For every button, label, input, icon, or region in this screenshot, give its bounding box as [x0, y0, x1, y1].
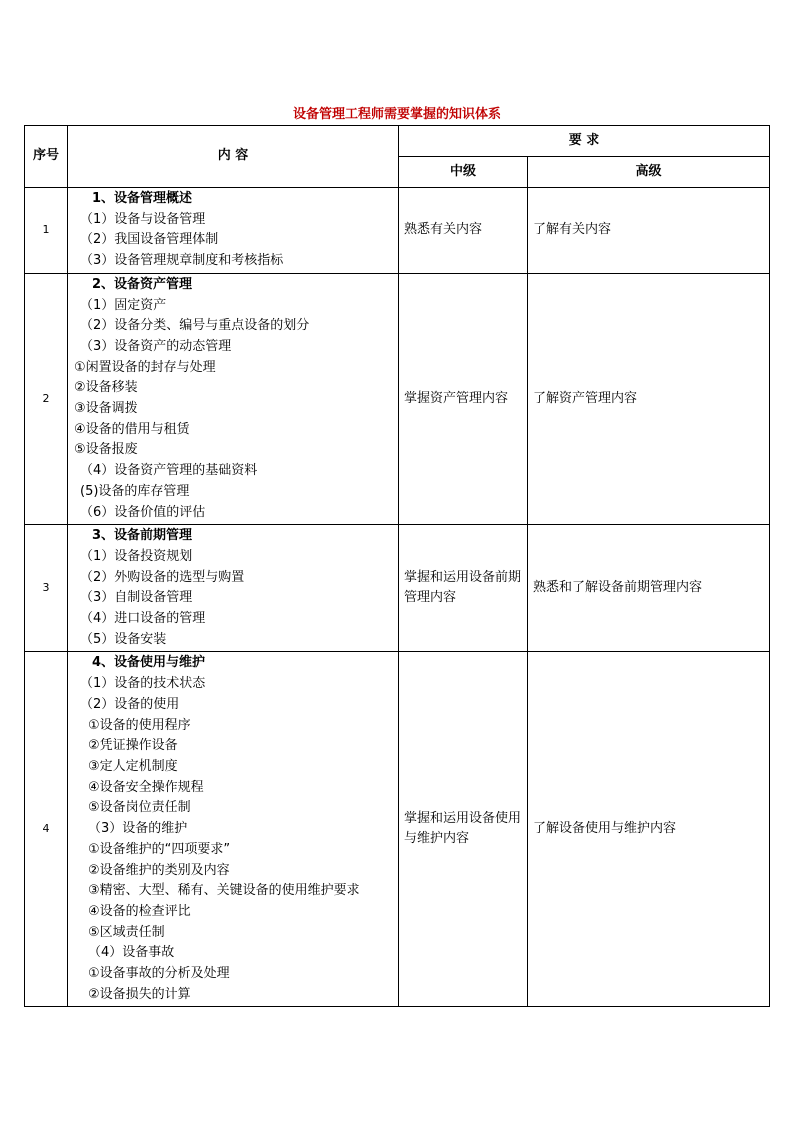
content-item: ③定人定机制度	[88, 758, 178, 774]
row-seq: 4	[25, 652, 68, 1007]
content-item: （1）固定资产	[80, 297, 167, 313]
table-row	[25, 188, 770, 274]
content-item: ④设备安全操作规程	[88, 779, 204, 795]
content-item: ②设备移装	[74, 380, 138, 396]
row-advanced-requirement: 了解设备使用与维护内容	[528, 652, 770, 1007]
row-advanced-requirement: 熟悉和了解设备前期管理内容	[528, 525, 770, 652]
knowledge-table	[24, 125, 770, 1007]
content-item: （1）设备的技术状态	[80, 676, 206, 692]
content-item: ①设备的使用程序	[88, 717, 191, 733]
section-heading: 3、设备前期管理	[92, 528, 193, 544]
content-item: （4）设备事故	[88, 945, 175, 961]
content-item: ②设备维护的类别及内容	[88, 862, 230, 878]
content-item: ①闲置设备的封存与处理	[74, 359, 216, 375]
content-item: ②设备损失的计算	[88, 986, 191, 1002]
content-item: （3）设备管理规章制度和考核指标	[80, 253, 284, 269]
content-item: ⑤区域责任制	[88, 924, 165, 940]
content-item: （2）设备的使用	[80, 696, 180, 712]
document-title: 设备管理工程师需要掌握的知识体系	[292, 107, 501, 122]
content-item: ②凭证操作设备	[88, 738, 178, 754]
row-content	[68, 273, 399, 524]
row-content	[68, 188, 399, 274]
content-item: （2）设备分类、编号与重点设备的划分	[80, 318, 310, 334]
section-heading: 1、设备管理概述	[92, 191, 193, 206]
row-intermediate-requirement: 掌握和运用设备使用与维护内容	[399, 652, 528, 1007]
content-item: （3）自制设备管理	[80, 590, 193, 606]
content-item: (5)设备的库存管理	[80, 483, 190, 499]
table-body	[25, 188, 770, 1007]
content-item: ①设备事故的分析及处理	[88, 966, 230, 982]
content-item: ③设备调拨	[74, 401, 138, 417]
content-item: ④设备的借用与租赁	[74, 421, 190, 437]
row-intermediate-requirement: 掌握资产管理内容	[399, 273, 528, 524]
content-item: （4）进口设备的管理	[80, 611, 206, 627]
content-item: （3）设备的维护	[88, 821, 188, 837]
content-item: （4）设备资产管理的基础资料	[80, 463, 258, 479]
header-intermediate: 中级	[399, 157, 528, 188]
content-item: （2）我国设备管理体制	[80, 232, 219, 248]
content-item: （5）设备安装	[80, 631, 167, 647]
section-heading: 2、设备资产管理	[92, 276, 193, 292]
content-item: （1）设备与设备管理	[80, 211, 206, 227]
content-item: ③精密、大型、稀有、关键设备的使用维护要求	[88, 883, 360, 899]
row-intermediate-requirement: 掌握和运用设备前期管理内容	[399, 525, 528, 652]
row-seq: 3	[25, 525, 68, 652]
content-item: （1）设备投资规划	[80, 548, 193, 564]
table-row	[25, 652, 770, 1007]
row-content	[68, 525, 399, 652]
section-heading: 4、设备使用与维护	[92, 655, 206, 671]
content-item: ①设备维护的“四项要求”	[88, 841, 231, 857]
row-seq: 2	[25, 273, 68, 524]
header-advanced: 高级	[528, 157, 770, 188]
content-item: （2）外购设备的选型与购置	[80, 569, 245, 585]
header-requirement: 要 求	[399, 126, 770, 157]
row-seq: 1	[25, 188, 68, 274]
content-item: ⑤设备报废	[74, 442, 138, 458]
content-item: （6）设备价值的评估	[80, 504, 206, 520]
content-item: ⑤设备岗位责任制	[88, 800, 191, 816]
content-item: ④设备的检查评比	[88, 903, 191, 919]
row-intermediate-requirement: 熟悉有关内容	[399, 188, 528, 274]
row-content	[68, 652, 399, 1007]
content-item: （3）设备资产的动态管理	[80, 338, 232, 354]
header-content: 内 容	[68, 126, 399, 188]
table-row	[25, 525, 770, 652]
header-seq: 序号	[25, 126, 68, 188]
table-row	[25, 273, 770, 524]
row-advanced-requirement: 了解资产管理内容	[528, 273, 770, 524]
row-advanced-requirement: 了解有关内容	[528, 188, 770, 274]
